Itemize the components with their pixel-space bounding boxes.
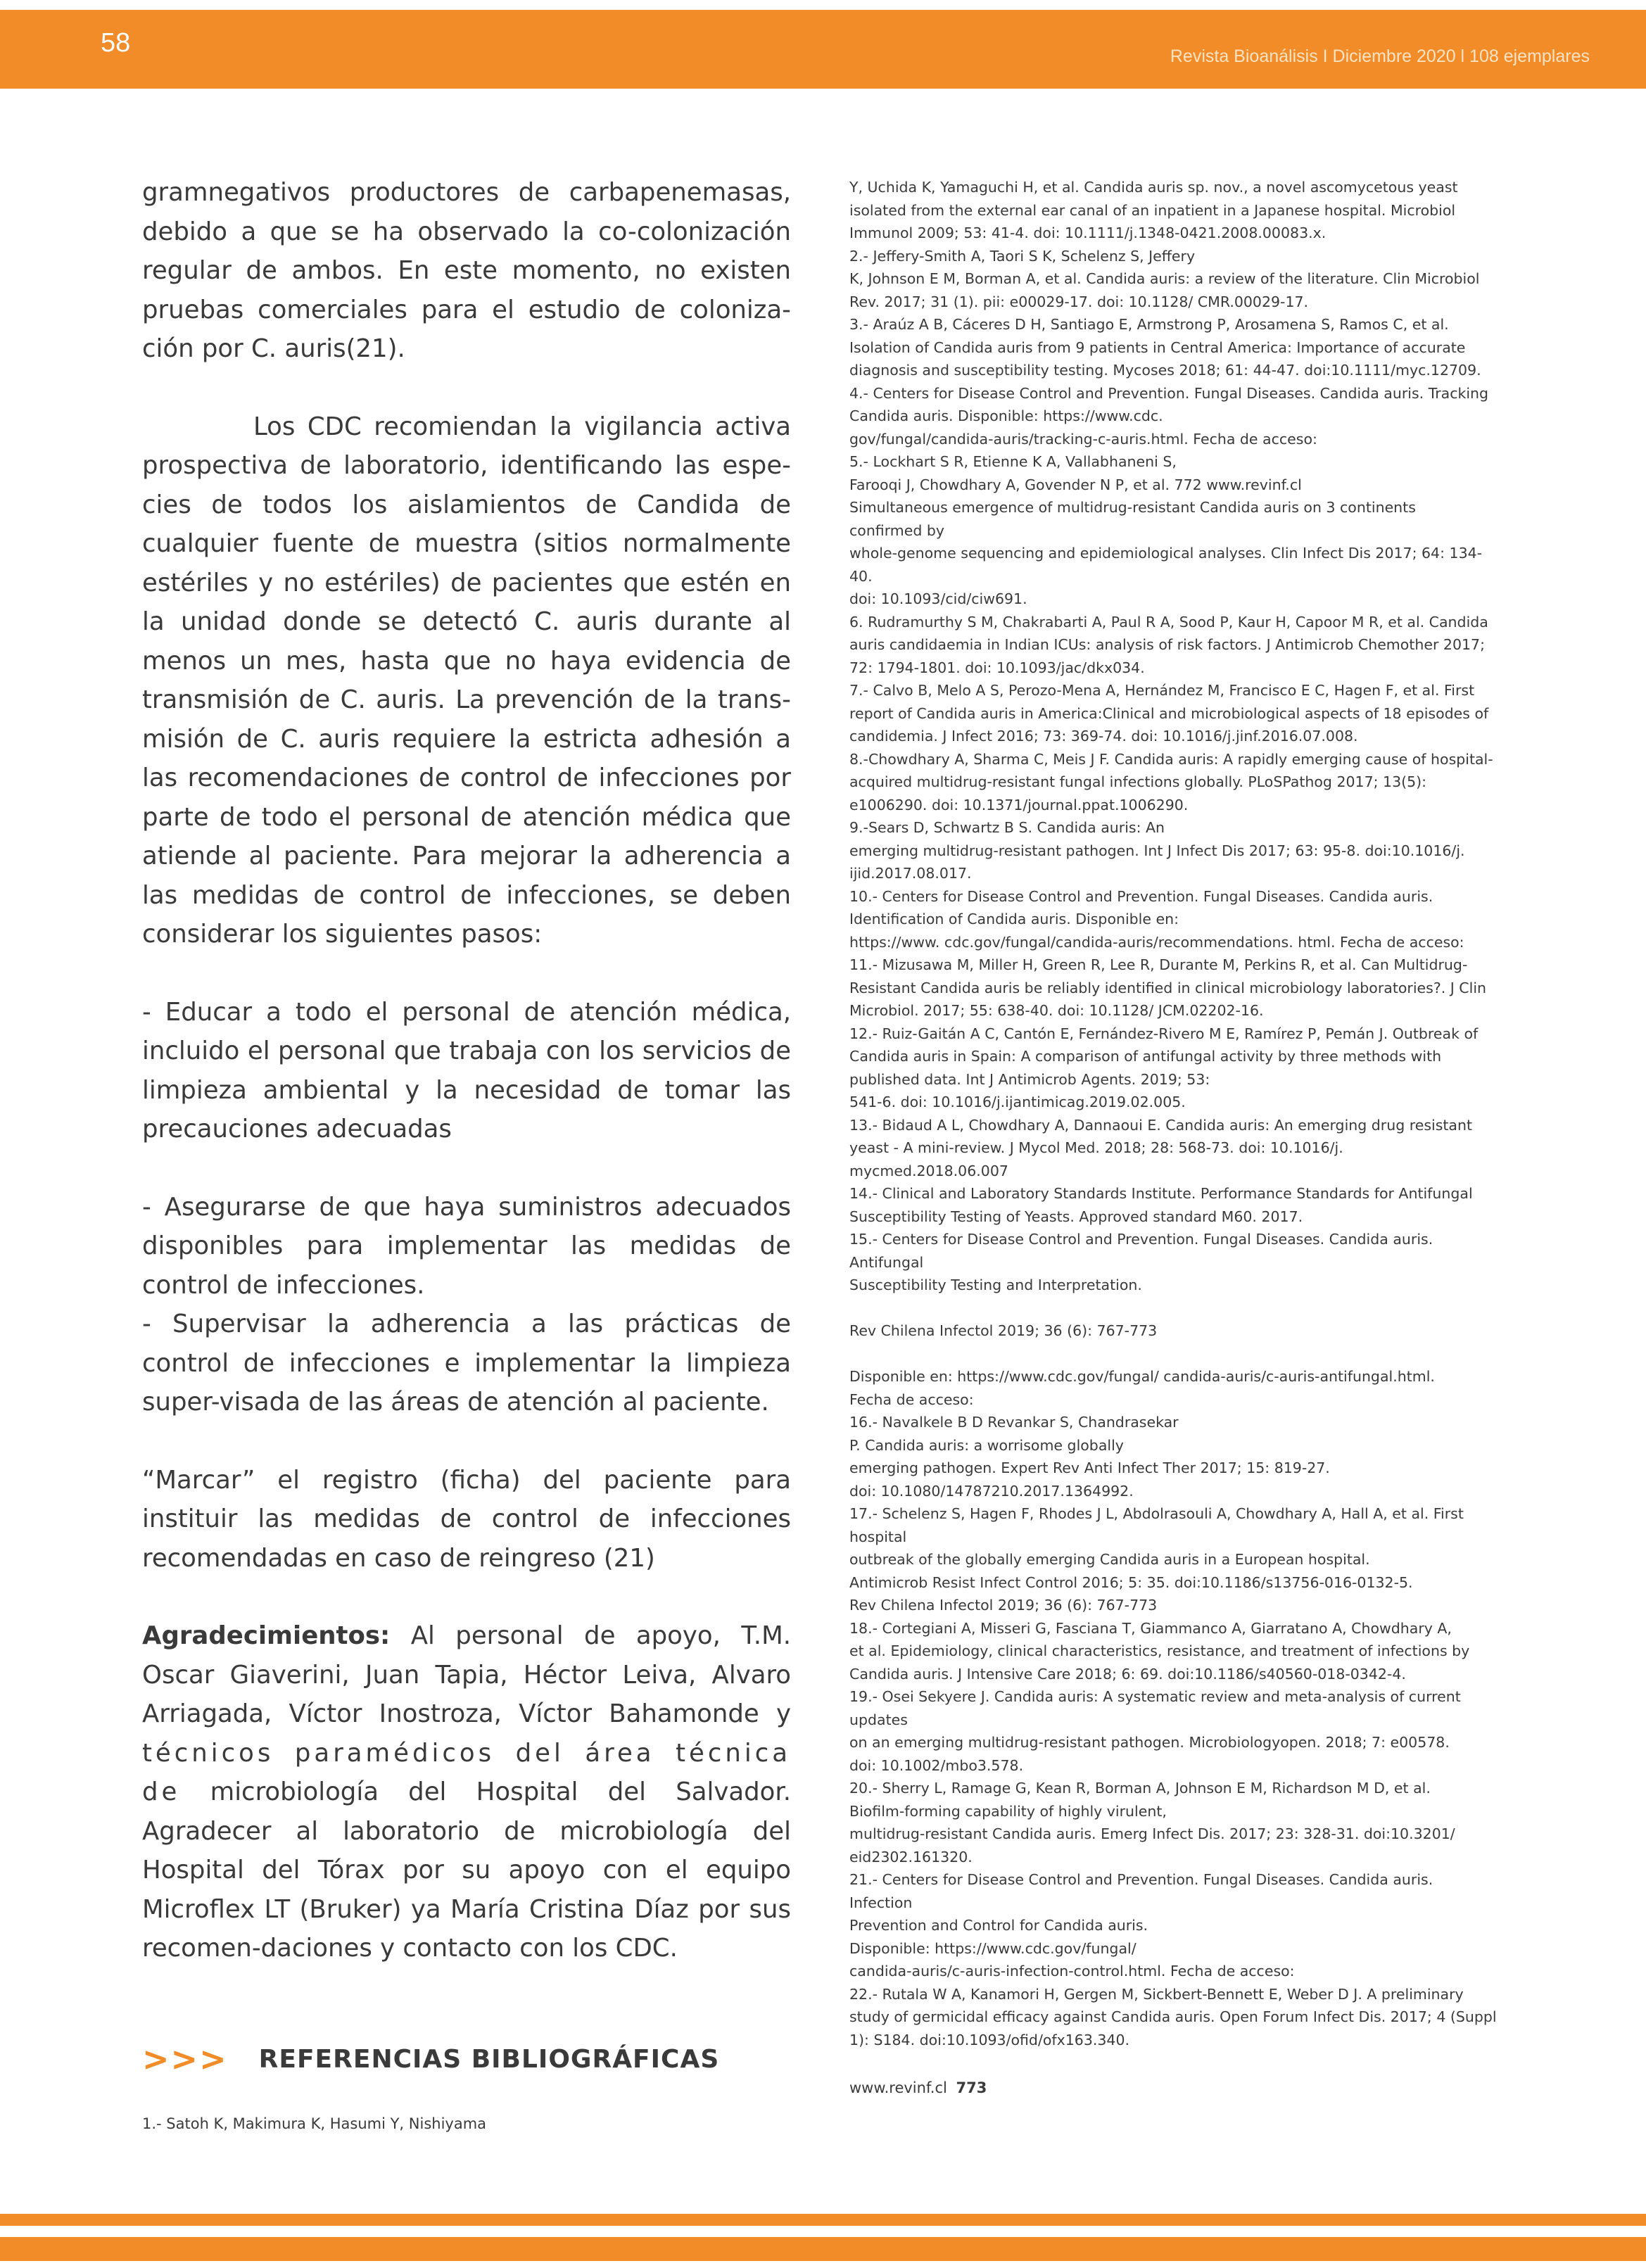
reference-line: whole-genome sequencing and epidemiological analyses. Clin Infect Dis 2017; 64: 134-: [849, 545, 1483, 562]
reference-line: Susceptibility Testing of Yeasts. Approved standard M60. 2017.: [849, 1208, 1303, 1225]
reference-line: Candida auris. J Intensive Care 2018; 6: 69. doi:10.1186/s40560-018-0342-4.: [849, 1665, 1406, 1683]
reference-line: on an emerging multidrug-resistant pathogen. Microbiologyopen. 2018; 7: e00578.: [849, 1734, 1450, 1751]
reference-line: doi: 10.1002/mbo3.578.: [849, 1756, 1024, 1774]
reference-line: et al. Epidemiology, clinical characteristics, resistance, and treatment of infections by: [849, 1642, 1470, 1659]
footer-band-thin: [0, 2214, 1646, 2226]
reference-line: Resistant Candida auris be reliably identified in clinical microbiology laboratories?. J Clin: [849, 979, 1487, 996]
paragraph-spacer: [142, 1422, 791, 1461]
right-footer: [849, 2079, 987, 2096]
reference-line: K, Johnson E M, Borman A, et al. Candida auris: a review of the literature. Clin Microbiol: [849, 270, 1480, 287]
step-supervise: - Supervisar la adherencia a las prácticas de control de infecciones e implementar la limpieza super-visada de las áreas de atención al paciente.: [142, 1310, 791, 1417]
step-educate: - Educar a todo el personal de atención médica, incluido el personal que trabaja con los servicios de limpieza ambiental y la necesidad de tomar las precauciones adecuadas: [142, 997, 791, 1143]
reference-line: 72: 1794-1801. doi: 10.1093/jac/dkx034.: [849, 659, 1145, 676]
reference-line: study of germicidal efficacy against Candida auris. Open Forum Infect Dis. 2017; 4 (Suppl: [849, 2008, 1497, 2025]
reference-line: 40.: [849, 567, 873, 585]
acknowledgements-text-a: Al personal de apoyo, T.M. Oscar Giaverini, Juan Tapia, Héctor Leiva, Alvaro Arriagada, Víctor Inostroza, Víctor Bahamonde y: [142, 1621, 791, 1728]
reference-line: outbreak of the globally emerging Candida auris in a European hospital.: [849, 1551, 1370, 1568]
reference-line: 10.- Centers for Disease Control and Prevention. Fungal Diseases. Candida auris.: [849, 887, 1433, 905]
left-column: [142, 173, 791, 1968]
reference-line: Disponible: https://www.cdc.gov/fungal/: [849, 1939, 1137, 1957]
reference-line: 14.- Clinical and Laboratory Standards Institute. Performance Standards for Antifungal: [849, 1185, 1473, 1202]
chevrons-icon: >>>: [142, 2040, 228, 2078]
journal-info: Revista Bioanálisis I Diciembre 2020 l 108 ejemplares: [1170, 46, 1590, 66]
reference-line: ijid.2017.08.017.: [849, 865, 972, 882]
reference-line: 8.-Chowdhary A, Sharma C, Meis J F. Candida auris: A rapidly emerging cause of hospital-: [849, 750, 1493, 768]
reference-line: diagnosis and susceptibility testing. Mycoses 2018; 61: 44-47. doi:10.1111/myc.12709.: [849, 362, 1481, 379]
reference-line: 9.-Sears D, Schwartz B S. Candida auris: An: [849, 819, 1165, 836]
reference-line: Y, Uchida K, Yamaguchi H, et al. Candida auris sp. nov., a novel ascomycetous yeast: [849, 179, 1458, 196]
reference-line: acquired multidrug-resistant fungal infections globally. PLoSPathog 2017; 13(5):: [849, 773, 1427, 790]
reference-line: Biofilm-forming capability of highly virulent,: [849, 1802, 1167, 1820]
reference-line: 3.- Araúz A B, Cáceres D H, Santiago E, Armstrong P, Arosamena S, Ramos C, et al.: [849, 316, 1449, 333]
paragraph-cdc-recommendations: Los CDC recomiendan la vigilancia activa prospectiva de laboratorio, identificando las espe-cies de todos los aislamientos de Candida de cualquier fuente de muestra (sitios normalmente estériles y no estériles) de pacientes que estén en la unidad donde se detectó C. auris durante al menos un mes, hasta que no haya evidencia de transmisión de C. auris. La prevención de la trans-misión de C. auris requiere la estricta adhesión a las recomendaciones de control de infecciones por parte de todo el personal de atención médica que atiende al paciente. Para mejorar la adherencia a las medidas de control de infecciones, se deben considerar los siguientes pasos:: [142, 412, 791, 949]
references-heading: [142, 2038, 719, 2080]
reference-line: candidemia. J Infect 2016; 73: 369-74. doi: 10.1016/j.jinf.2016.07.008.: [849, 728, 1358, 745]
reference-line: Immunol 2009; 53: 41-4. doi: 10.1111/j.1348-0421.2008.00083.x.: [849, 224, 1327, 241]
acknowledgements-title: Agradecimientos:: [142, 1621, 391, 1650]
reference-line: Simultaneous emergence of multidrug-resistant Candida auris on 3 continents: [849, 499, 1416, 516]
reference-line: e1006290. doi: 10.1371/journal.ppat.1006290.: [849, 796, 1189, 813]
reference-line: doi: 10.1093/cid/ciw691.: [849, 590, 1027, 607]
reference-line: 16.- Navalkele B D Revankar S, Chandrasekar: [849, 1414, 1179, 1431]
step-supplies: - Asegurarse de que haya suministros adecuados disponibles para implementar las medidas de control de infecciones.: [142, 1192, 791, 1300]
reference-line: hospital: [849, 1528, 907, 1545]
reference-line: 20.- Sherry L, Ramage G, Kean R, Borman A, Johnson E M, Richardson M D, et al.: [849, 1780, 1431, 1797]
reference-line: 15.- Centers for Disease Control and Prevention. Fungal Diseases. Candida auris.: [849, 1231, 1433, 1248]
reference-line: confirmed by: [849, 521, 945, 539]
paragraph-spacer: [142, 369, 791, 407]
reference-line: Farooqi J, Chowdhary A, Govender N P, et al. 772 www.revinf.cl: [849, 476, 1302, 493]
reference-line: report of Candida auris in America:Clinical and microbiological aspects of 18 episodes of: [849, 704, 1489, 722]
acknowledgements-text-b: técnicos paramédicos del área técnica de: [142, 1738, 791, 1806]
reference-line: mycmed.2018.06.007: [849, 1162, 1008, 1179]
reference-line: published data. Int J Antimicrob Agents. 2019; 53:: [849, 1070, 1210, 1088]
reference-line: 7.- Calvo B, Melo A S, Perozo-Mena A, Hernández M, Francisco E C, Hagen F, et al. First: [849, 682, 1475, 699]
reference-line: 6. Rudramurthy S M, Chakrabarti A, Paul R A, Sood P, Kaur H, Capoor M R, et al. Candida: [849, 613, 1488, 631]
reference-line: Rev Chilena Infectol 2019; 36 (6): 767-773: [849, 1597, 1158, 1614]
reference-line: Isolation of Candida auris from 9 patients in Central America: Importance of accurate: [849, 338, 1466, 356]
paragraph-spacer: [142, 1578, 791, 1616]
reference-line: 19.- Osei Sekyere J. Candida auris: A systematic review and meta-analysis of current: [849, 1688, 1461, 1705]
reference-line: Candida auris in Spain: A comparison of antifungal activity by three methods with: [849, 1048, 1442, 1065]
reference-line: doi: 10.1080/14787210.2017.1364992.: [849, 1482, 1134, 1500]
reference-line: 12.- Ruiz-Gaitán A C, Cantón E, Fernández-Rivero M E, Ramírez P, Pemán J. Outbreak of: [849, 1025, 1479, 1042]
paragraph-colonization: gramnegativos productores de carbapenemasas, debido a que se ha observado la co-colonización regular de ambos. En este momento, no existen pruebas comerciales para el estudio de coloniza-ción por C. auris(21).: [142, 178, 791, 363]
reference-line: Susceptibility Testing and Interpretation.: [849, 1276, 1142, 1293]
page-header-band: [0, 10, 1646, 89]
reference-line: Antimicrob Resist Infect Control 2016; 5: 35. doi:10.1186/s13756-016-0132-5.: [849, 1573, 1413, 1591]
reference-line: 4.- Centers for Disease Control and Prevention. Fungal Diseases. Candida auris. Tracking: [849, 384, 1489, 402]
reference-line: candida-auris/c-auris-infection-control.html. Fecha de acceso:: [849, 1963, 1295, 1979]
paragraph-spacer: [142, 1149, 791, 1188]
reference-line: Prevention and Control for Candida auris.: [849, 1917, 1148, 1934]
reference-line: Rev. 2017; 31 (1). pii: e00029-17. doi: 10.1128/ CMR.00029-17.: [849, 293, 1309, 310]
reference-line: emerging multidrug-resistant pathogen. Int J Infect Dis 2017; 63: 95-8. doi:10.1016/j.: [849, 842, 1465, 859]
reference-line: updates: [849, 1711, 908, 1728]
reference-line: 2.- Jeffery-Smith A, Taori S K, Schelenz S, Jeffery: [849, 247, 1196, 265]
reference-line: 17.- Schelenz S, Hagen F, Rhodes J L, Abdolrasouli A, Chowdhary A, Hall A, et al. First: [849, 1505, 1464, 1522]
reference-line: https://www. cdc.gov/fungal/candida-auris/recommendations. html. Fecha de acceso:: [849, 933, 1464, 951]
reference-line: P. Candida auris: a worrisome globally: [849, 1436, 1124, 1454]
reference-line: yeast - A mini-review. J Mycol Med. 2018; 28: 568-73. doi: 10.1016/j.: [849, 1139, 1343, 1156]
step-mark-record: “Marcar” el registro (ficha) del paciente para instituir las medidas de control de infecciones recomendadas en caso de reingreso (21): [142, 1465, 791, 1573]
reference-line: Identification of Candida auris. Disponible en:: [849, 911, 1179, 927]
footer-url: www.revinf.cl: [849, 2079, 947, 2096]
reference-line: Infection: [849, 1894, 913, 1911]
footer-band-thick: [0, 2237, 1646, 2261]
reference-line: auris candidaemia in Indian ICUs: analysis of risk factors. J Antimicrob Chemother 2017;: [849, 636, 1485, 653]
reference-line: 22.- Rutala W A, Kanamori H, Gergen M, Sickbert-Bennett E, Weber D J. A preliminary: [849, 1985, 1464, 2003]
reference-line: 5.- Lockhart S R, Etienne K A, Vallabhaneni S,: [849, 453, 1177, 470]
page-number: 58: [101, 28, 131, 58]
footer-page-number: 773: [956, 2079, 987, 2096]
references-column: [849, 176, 1497, 2051]
reference-line: [849, 1297, 1497, 1320]
reference-line: eid2302.161320.: [849, 1848, 973, 1865]
reference-line: [849, 1343, 1497, 1366]
reference-line: Microbiol. 2017; 55: 638-40. doi: 10.1128/ JCM.02202-16.: [849, 1002, 1264, 1019]
reference-line: Candida auris. Disponible: https://www.cdc.: [849, 407, 1163, 424]
reference-line: 21.- Centers for Disease Control and Prevention. Fungal Diseases. Candida auris.: [849, 1871, 1433, 1888]
acknowledgements: [142, 1616, 791, 1968]
reference-line: multidrug-resistant Candida auris. Emerg Infect Dis. 2017; 23: 328-31. doi:10.3201/: [849, 1825, 1455, 1842]
acknowledgements-text-c: microbiología del Hospital del Salvador. Agradecer al laboratorio de microbiología del Hospital del Tórax por su apoyo con el equipo Microflex LT (Bruker) ya María Cristina Díaz por sus recomen-daciones y contacto con los CDC.: [142, 1778, 791, 1963]
reference-line: Rev Chilena Infectol 2019; 36 (6): 767-773: [849, 1322, 1158, 1339]
reference-line: gov/fungal/candida-auris/tracking-c-auris.html. Fecha de acceso:: [849, 430, 1317, 448]
reference-line: 13.- Bidaud A L, Chowdhary A, Dannaoui E. Candida auris: An emerging drug resistant: [849, 1116, 1473, 1134]
reference-line: Antifungal: [849, 1253, 924, 1271]
reference-line: 18.- Cortegiani A, Misseri G, Fasciana T, Giammanco A, Giarratano A, Chowdhary A,: [849, 1619, 1452, 1637]
reference-line: 11.- Mizusawa M, Miller H, Green R, Lee R, Durante M, Perkins R, et al. Can Multidrug-: [849, 956, 1468, 973]
reference-line: 1): S184. doi:10.1093/ofid/ofx163.340.: [849, 2031, 1130, 2048]
reference-line: emerging pathogen. Expert Rev Anti Infect Ther 2017; 15: 819-27.: [849, 1459, 1330, 1476]
reference-line: Disponible en: https://www.cdc.gov/fungal/ candida-auris/c-auris-antifungal.html.: [849, 1368, 1435, 1385]
references-title: REFERENCIAS BIBLIOGRÁFICAS: [258, 2044, 720, 2074]
paragraph-spacer: [142, 954, 791, 993]
reference-line: 541-6. doi: 10.1016/j.ijantimicag.2019.02.005.: [849, 1094, 1186, 1110]
reference-line: isolated from the external ear canal of an inpatient in a Japanese hospital. Microbiol: [849, 201, 1456, 219]
reference-line: Fecha de acceso:: [849, 1390, 974, 1408]
reference-1-start: 1.- Satoh K, Makimura K, Hasumi Y, Nishiyama: [142, 2115, 487, 2132]
